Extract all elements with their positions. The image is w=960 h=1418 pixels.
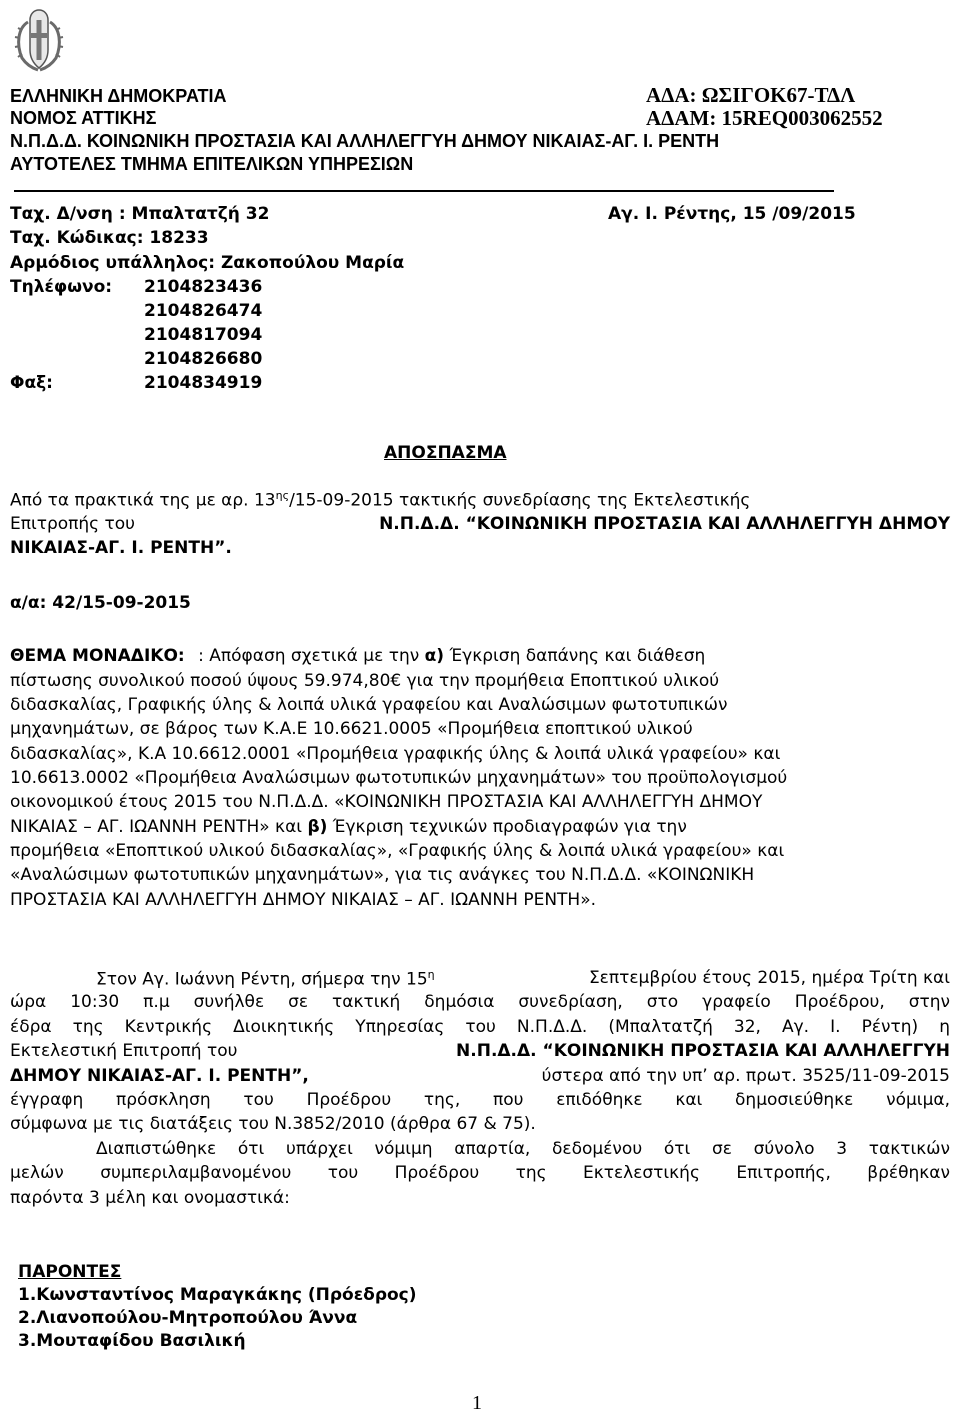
subject-line: διδασκαλίας», Κ.Α 10.6612.0001 «Προμήθεια γραφικής ύλης & λοιπά υλικά γραφείου» και	[10, 744, 781, 764]
body-p1-line-5	[10, 1066, 950, 1086]
header-republic: ΕΛΛΗΝΙΚΗ ΔΗΜΟΚΡΑΤΙΑ	[10, 86, 227, 106]
body-org-name: ΔΗΜΟΥ ΝΙΚΑΙΑΣ-ΑΓ. Ι. ΡΕΝΤΗ”,	[10, 1066, 309, 1086]
body-text: Σεπτεμβρίου έτους 2015, ημέρα Τρίτη και	[588, 968, 950, 988]
body-sup: η	[427, 968, 435, 981]
body-p1-line-7: σύμφωνα με τις διατάξεις του Ν.3852/2010 (άρθρα 67 & 75).	[10, 1114, 536, 1134]
intro-text: Επιτροπής του	[10, 514, 136, 534]
header-prefecture: ΝΟΜΟΣ ΑΤΤΙΚΗΣ	[10, 108, 157, 128]
body-text: ύστερα από την υπ’ αρ. πρωτ. 3525/11-09-2015	[541, 1066, 950, 1086]
subject-item-a: α)	[424, 646, 445, 666]
contact-postal-code: Ταχ. Κώδικας: 18233	[10, 228, 209, 248]
contact-fax: 2104834919	[144, 373, 263, 393]
body-org-name: Ν.Π.Δ.Δ. “ΚΟΙΝΩΝΙΚΗ ΠΡΟΣΤΑΣΙΑ ΚΑΙ ΑΛΛΗΛΕΓΓΥΗ	[456, 1041, 950, 1061]
subject-line: 10.6613.0002 «Προμήθεια Αναλώσιμων φωτοτυπικών μηχανημάτων» του προϋπολογισμού	[10, 768, 788, 788]
header-organization: Ν.Π.Δ.Δ. ΚΟΙΝΩΝΙΚΗ ΠΡΟΣΤΑΣΙΑ ΚΑΙ ΑΛΛΗΛΕΓΓΥΗ ΔΗΜΟΥ ΝΙΚΑΙΑΣ-ΑΓ. Ι. ΡΕΝΤΗ	[10, 131, 720, 151]
intro-org-name: Ν.Π.Δ.Δ. “ΚΟΙΝΩΝΙΚΗ ΠΡΟΣΤΑΣΙΑ ΚΑΙ ΑΛΛΗΛΕΓΓΥΗ ΔΗΜΟΥ	[379, 514, 950, 534]
intro-text: Από τα πρακτικά της με αρ. 13	[10, 490, 276, 511]
contact-phone: 2104826474	[144, 301, 263, 321]
subject-line: διδασκαλίας, Γραφικής ύλης & λοιπά υλικά γραφείου και Αναλώσιμων φωτοτυπικών	[10, 695, 728, 715]
intro-sup: ης	[275, 489, 290, 502]
subject-text: Έγκριση τεχνικών προδιαγραφών για την	[332, 817, 687, 837]
present-heading: ΠΑΡΟΝΤΕΣ	[18, 1262, 122, 1282]
subject-line: πίστωσης συνολικού ποσού ύψους 59.974,80€ για την προμήθεια Εποπτικού υλικού	[10, 671, 720, 691]
body-p2-line-1: Διαπιστώθηκε ότι υπάρχει νόμιμη απαρτία, δεδομένου ότι σε σύνολο 3 τακτικών	[96, 1139, 950, 1159]
body-p2-line-2: μελών συμπεριλαμβανομένου του Προέδρου της Εκτελεστικής Επιτροπής, βρέθηκαν	[10, 1163, 950, 1183]
body-p1-line-4	[10, 1041, 950, 1061]
subject-line	[10, 817, 687, 837]
intro-line-3: ΝΙΚΑΙΑΣ-ΑΓ. Ι. ΡΕΝΤΗ”.	[10, 538, 232, 558]
subject-line: οικονομικού έτους 2015 του Ν.Π.Δ.Δ. «ΚΟΙΝΩΝΙΚΗ ΠΡΟΣΤΑΣΙΑ ΚΑΙ ΑΛΛΗΛΕΓΓΥΗ ΔΗΜΟΥ	[10, 792, 763, 812]
present-member: 2.Λιανοπούλου-Μητροπούλου Άννα	[18, 1308, 358, 1328]
document-title: ΑΠΟΣΠΑΣΜΑ	[384, 443, 507, 463]
subject-item-b: β)	[307, 817, 328, 837]
subject-text: : Απόφαση σχετικά με την	[198, 646, 420, 666]
intro-text: /15-09-2015 τακτικής συνεδρίασης της Εκτελεστικής	[289, 490, 751, 511]
subject-line: ΠΡΟΣΤΑΣΙΑ ΚΑΙ ΑΛΛΗΛΕΓΓΥΗ ΔΗΜΟΥ ΝΙΚΑΙΑΣ – ΑΓ. ΙΩΑΝΝΗ ΡΕΝΤΗ».	[10, 890, 597, 910]
header-ada: ΑΔΑ: ΩΣΙΓΟΚ67-ΤΔΛ	[646, 83, 856, 107]
intro-line-1	[10, 489, 950, 511]
subject-line: προμήθεια «Εποπτικού υλικού διδασκαλίας», «Γραφικής ύλης & λοιπά υλικά γραφείου» και	[10, 841, 785, 861]
contact-phone: 2104817094	[144, 325, 263, 345]
page-number: 1	[472, 1392, 482, 1414]
intro-line-2	[10, 514, 950, 534]
header-adam: ΑΔΑΜ: 15REQ003062552	[646, 106, 883, 130]
contact-officer: Αρμόδιος υπάλληλος: Ζακοπούλου Μαρία	[10, 253, 405, 273]
header-department: ΑΥΤΟΤΕΛΕΣ ΤΜΗΜΑ ΕΠΙΤΕΛΙΚΩΝ ΥΠΗΡΕΣΙΩΝ	[10, 154, 414, 174]
body-p1-line-6: έγγραφη πρόσκληση του Προέδρου της, που επιδόθηκε και δημοσιεύθηκε νόμιμα,	[10, 1090, 950, 1110]
body-p1-line-1	[96, 968, 950, 990]
subject-text: Έγκριση δαπάνης και διάθεση	[449, 646, 706, 666]
contact-place-date: Αγ. Ι. Ρέντης, 15 /09/2015	[608, 204, 856, 224]
subject-text: ΝΙΚΑΙΑΣ – ΑΓ. ΙΩΑΝΝΗ ΡΕΝΤΗ» και	[10, 817, 303, 837]
greek-emblem-icon	[8, 6, 70, 74]
decision-number: α/α: 42/15-09-2015	[10, 593, 191, 613]
contact-fax-label: Φαξ:	[10, 373, 53, 393]
contact-address: Ταχ. Δ/νση : Μπαλτατζή 32	[10, 204, 270, 224]
subject-line-1	[10, 646, 705, 666]
contact-phone: 2104826680	[144, 349, 263, 369]
body-text: Εκτελεστική Επιτροπή του	[10, 1041, 238, 1061]
header-divider	[14, 190, 834, 192]
body-text: Στον Αγ. Ιωάννη Ρέντη, σήμερα την 15	[96, 969, 428, 990]
body-p1-line-3: έδρα της Κεντρικής Διοικητικής Υπηρεσίας του Ν.Π.Δ.Δ. (Μπαλτατζή 32, Αγ. Ι. Ρέντη) η	[10, 1017, 950, 1037]
contact-phone-label: Τηλέφωνο:	[10, 277, 113, 297]
body-p2-line-3: παρόντα 3 μέλη και ονομαστικά:	[10, 1188, 290, 1208]
subject-label: ΘΕΜΑ ΜΟΝΑΔΙΚΟ:	[10, 646, 185, 666]
present-member: 3.Μουταφίδου Βασιλική	[18, 1331, 246, 1351]
subject-line: μηχανημάτων, σε βάρος των Κ.Α.Ε 10.6621.0005 «Προμήθεια εποπτικού υλικού	[10, 719, 693, 739]
present-member: 1.Κωνσταντίνος Μαραγκάκης (Πρόεδρος)	[18, 1285, 417, 1305]
contact-phone: 2104823436	[144, 277, 263, 297]
subject-line: «Αναλώσιμων φωτοτυπικών μηχανημάτων», για τις ανάγκες του Ν.Π.Δ.Δ. «ΚΟΙΝΩΝΙΚΗ	[10, 865, 755, 885]
body-p1-line-2: ώρα 10:30 π.μ συνήλθε σε τακτική δημόσια συνεδρίαση, στο γραφείο Προέδρου, στην	[10, 992, 950, 1012]
